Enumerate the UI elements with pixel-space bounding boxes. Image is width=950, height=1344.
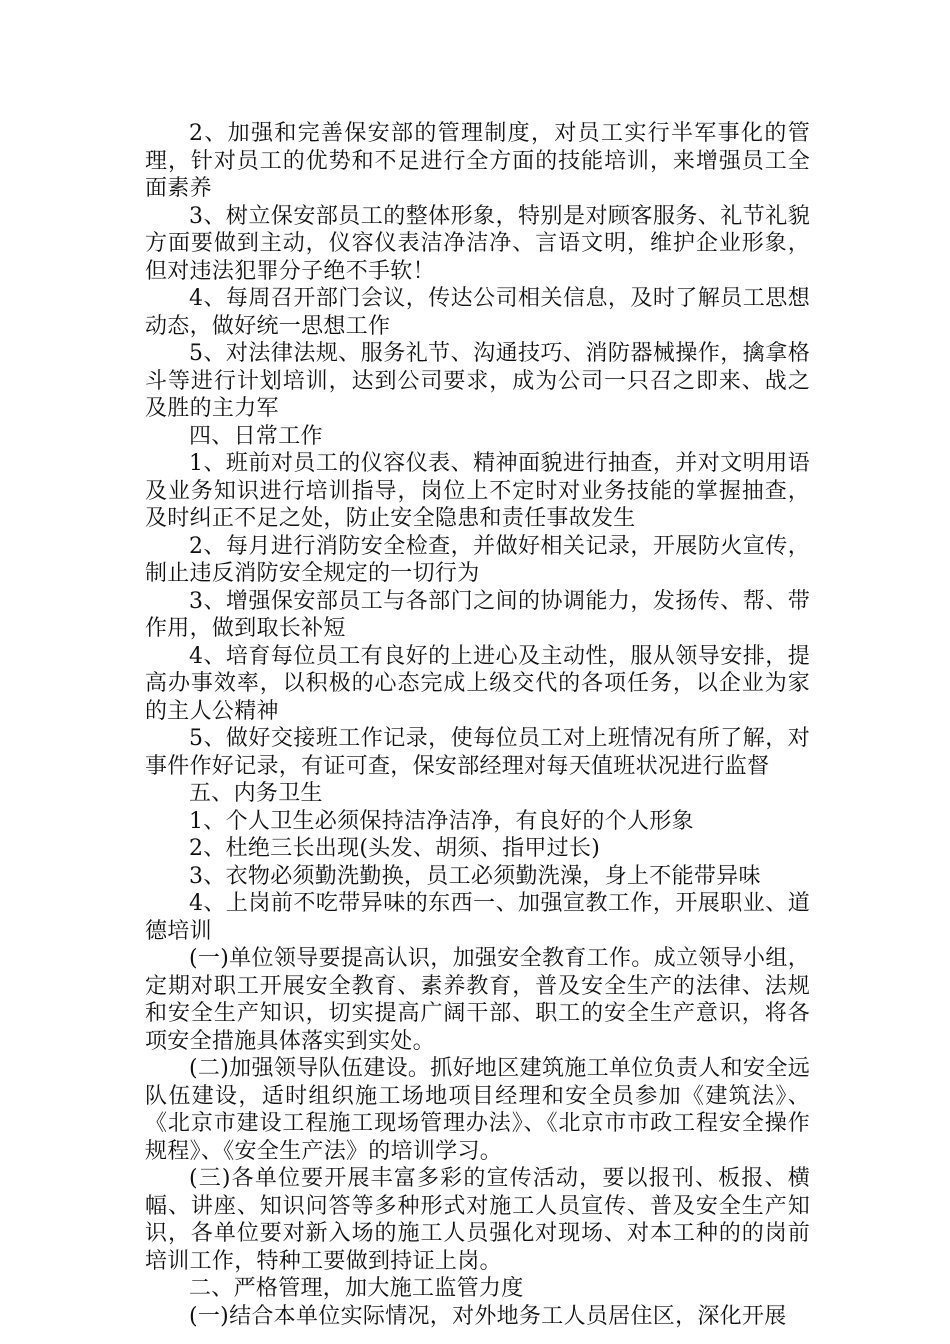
paragraph: 4、每周召开部门会议，传达公司相关信息，及时了解员工思想动态，做好统一思想工作 (145, 286, 810, 339)
paragraph: (三)各单位要开展丰富多彩的宣传活动，要以报刊、板报、横幅、讲座、知识问答等多种形式对施工人员宣传、普及安全生产知识，各单位要对新入场的施工人员强化对现场、对本工种的的岗前培训工作，特种工要做到持证上岗。 (145, 1166, 810, 1274)
section-heading: 五、内务卫生 (189, 781, 323, 806)
paragraph: 4、上岗前不吃带异味的东西一、加强宣教工作，开展职业、道德培训 (145, 891, 810, 944)
section-heading: 四、日常工作 (189, 423, 323, 449)
paragraph: (一)结合本单位实际情况，对外地务工人员居住区，深化开展 (189, 1303, 787, 1329)
paragraph: 2、每月进行消防安全检查，并做好相关记录，开展防火宣传，制止违反消防安全规定的一切行为 (145, 533, 810, 586)
paragraph: 2、加强和完善保安部的管理制度，对员工实行半军事化的管理，针对员工的优势和不足进行全方面的技能培训，来增强员工全面素养 (145, 121, 810, 201)
paragraph: (二)加强领导队伍建设。抓好地区建筑施工单位负责人和安全远队伍建设，适时组织施工场地项目经理和安全员参加《建筑法》、《北京市建设工程施工现场管理办法》、《北京市市政工程安全操作规程》、《安全生产法》的培训学习。 (145, 1056, 810, 1164)
paragraph: (一)单位领导要提高认识，加强安全教育工作。成立领导小组，定期对职工开展安全教育、素养教育，普及安全生产的法律、法规和安全生产知识，切实提高广阔干部、职工的安全生产意识，将各项安全措施具体落实到实处。 (145, 946, 810, 1054)
paragraph: 3、树立保安部员工的整体形象，特别是对顾客服务、礼节礼貌方面要做到主动，仪容仪表洁净洁净、言语文明，维护企业形象，但对违法犯罪分子绝不手软！ (145, 203, 810, 284)
paragraph: 4、培育每位员工有良好的上进心及主动性，服从领导安排，提高办事效率，以积极的心态完成上级交代的各项任务，以企业为家的主人公精神 (145, 643, 810, 724)
paragraph: 1、班前对员工的仪容仪表、精神面貌进行抽查，并对文明用语及业务知识进行培训指导，岗位上不定时对业务技能的掌握抽查，及时纠正不足之处，防止安全隐患和责任事故发生 (145, 451, 810, 531)
paragraph: 3、衣物必须勤洗勤换，员工必须勤洗澡，身上不能带异味 (189, 863, 761, 889)
paragraph: 3、增强保安部员工与各部门之间的协调能力，发扬传、帮、带作用，做到取长补短 (145, 588, 810, 641)
paragraph: 1、个人卫生必须保持洁净洁净，有良好的个人形象 (189, 808, 694, 834)
document-body (145, 120, 810, 1330)
section-heading: 二、严格管理，加大施工监管力度 (189, 1276, 524, 1301)
paragraph: 2、杜绝三长出现(头发、胡须、指甲过长) (189, 836, 601, 861)
paragraph: 5、对法律法规、服务礼节、沟通技巧、消防器械操作，擒拿格斗等进行计划培训，达到公司要求，成为公司一只召之即来、战之及胜的主力军 (145, 341, 810, 421)
paragraph: 5、做好交接班工作记录，使每位员工对上班情况有所了解，对事件作好记录，有证可查，保安部经理对每天值班状况进行监督 (145, 726, 810, 779)
